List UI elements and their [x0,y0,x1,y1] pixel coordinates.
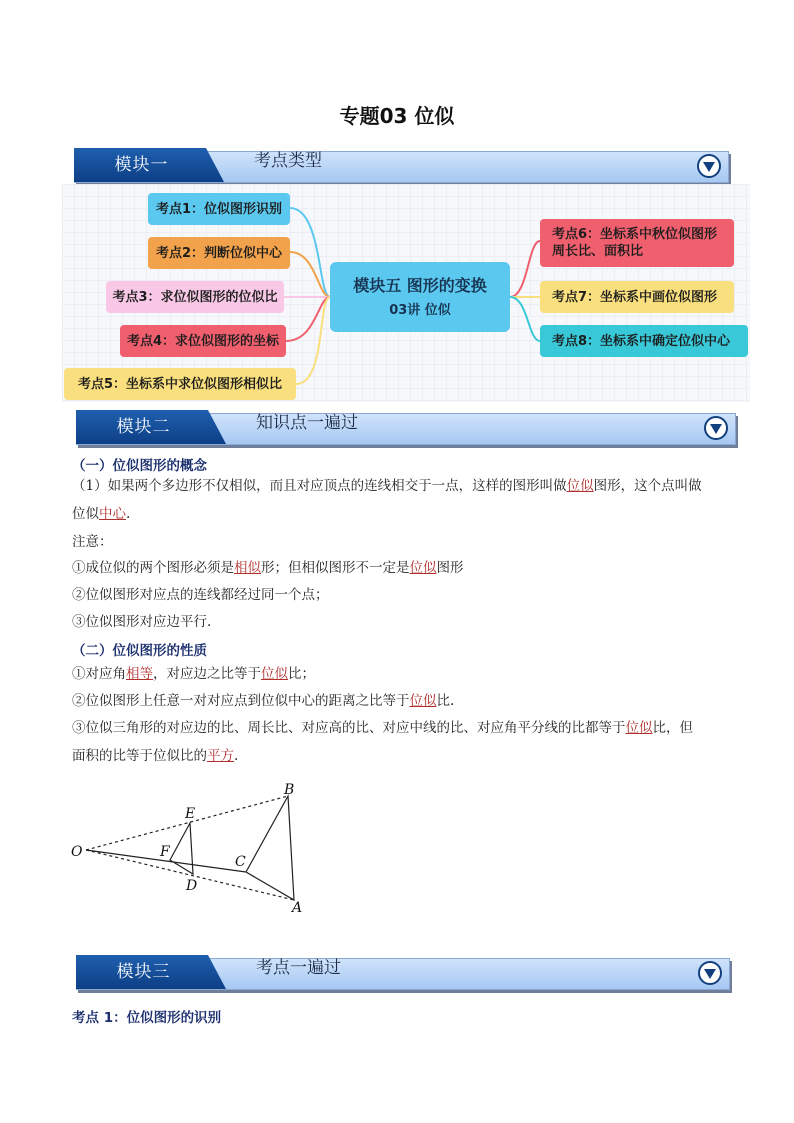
connector-5 [296,297,330,384]
label-C: C [235,854,246,870]
banner-tab-label: 模块一 [114,155,169,175]
property-item-1 [72,664,315,684]
connector-6 [510,241,540,297]
label-O: O [71,844,83,860]
underlined-answer: 中心 [99,506,126,522]
text-run: 形；但相似图形不一定是 [261,560,410,576]
text-run: . [126,506,131,522]
underlined-answer: 位似 [625,720,653,736]
text-run: 位似 [72,506,99,522]
homothety-diagram [60,776,320,916]
underlined-answer: 位似 [409,560,437,576]
node-label: 考点7：坐标系中画位似图形 [552,289,718,305]
node-label: 考点2：判断位似中心 [155,245,283,261]
chevron-down-icon[interactable] [704,416,728,440]
underlined-answer: 位似 [261,666,288,682]
mindmap-node-8 [540,325,748,357]
chevron-down-icon[interactable] [698,961,722,985]
mindmap-connectors [0,0,794,420]
text-run: ，对应边之比等于 [153,666,261,682]
text-run: 面积的比等于位似比的 [72,748,207,764]
center-subtitle: 03讲 位似 [389,303,451,318]
dashed-ray-OB [86,796,288,850]
mindmap-node-2 [148,237,290,269]
module-banner-3 [76,955,730,989]
section1-heading: （一）位似图形的概念 [72,458,207,474]
section1-paragraph [72,476,732,496]
property-item-2 [72,691,454,711]
label-F: F [160,844,170,860]
text-run: . [234,748,239,764]
mindmap-node-1 [148,193,290,225]
section2-heading: （二）位似图形的性质 [72,643,207,659]
text-run: ①成位似的两个图形必须是 [72,560,234,576]
mindmap-node-4 [120,325,286,357]
banner-sub-label: 考点类型 [254,151,322,171]
mindmap-center-node [330,262,510,332]
label-A: A [292,900,303,916]
banner-sub-label: 知识点一遍过 [256,413,358,433]
module-banner-2 [76,410,736,444]
text-run: ③位似三角形的对应边的比、周长比、对应高的比、对应中线的比、对应角平分线的比都等于 [72,720,626,736]
text-run: 比. [436,693,455,709]
label-B: B [284,782,295,798]
text-run: 图形 [436,560,464,576]
triangle-EFD [170,823,193,874]
text-run: ②位似图形上任意一对对应点到位似中心的距离之比等于 [72,693,410,709]
node-label: 考点3：求位似图形的位似比 [112,289,278,305]
underlined-answer: 平方 [207,748,234,764]
connector-8 [510,297,540,341]
underlined-answer: 位似 [566,478,594,494]
mindmap-node-6 [540,219,734,267]
property-item-3 [72,718,732,738]
banner-tab-label: 模块二 [116,417,171,437]
node-label: 考点4：求位似图形的坐标 [126,333,280,349]
underlined-answer: 相等 [126,666,153,682]
node-label: 考点8：坐标系中确定位似中心 [552,333,731,349]
text-run: 比； [288,666,315,682]
section1-paragraph-cont [72,504,130,524]
property-item-3-cont [72,746,238,766]
center-title: 模块五 图形的变换 [353,276,487,295]
note-item-1 [72,558,464,578]
label-D: D [186,878,198,894]
node-label: 考点5：坐标系中求位似图形相似比 [77,376,283,392]
banner-tab-label: 模块三 [116,962,171,982]
note-label: 注意： [72,534,113,550]
kaodian-1-heading: 考点 1：位似图形的识别 [72,1010,222,1026]
mindmap-node-5 [64,368,296,400]
triangle-BCA [246,796,294,900]
page-title: 专题03 位似 [339,104,455,128]
note-item-3: ③位似图形对应边平行. [72,614,212,630]
text-run: 图形，这个点叫做 [593,478,702,494]
node-label-line1: 考点6：坐标系中秋位似图形 [552,227,718,242]
text-run: 比，但 [652,720,693,736]
mindmap-node-7 [540,281,734,313]
text-run: （1）如果两个多边形不仅相似，而且对应顶点的连线相交于一点，这样的图形叫做 [72,478,567,494]
underlined-answer: 相似 [234,560,261,576]
mindmap-node-3 [106,281,284,313]
underlined-answer: 位似 [409,693,437,709]
banner-sub-label: 考点一遍过 [256,958,341,978]
node-label: 考点1：位似图形识别 [155,201,283,217]
node-label-line2: 周长比、面积比 [552,244,644,259]
label-E: E [185,806,196,822]
note-item-2: ②位似图形对应点的连线都经过同一个点； [72,587,329,603]
text-run: ①对应角 [72,666,126,682]
